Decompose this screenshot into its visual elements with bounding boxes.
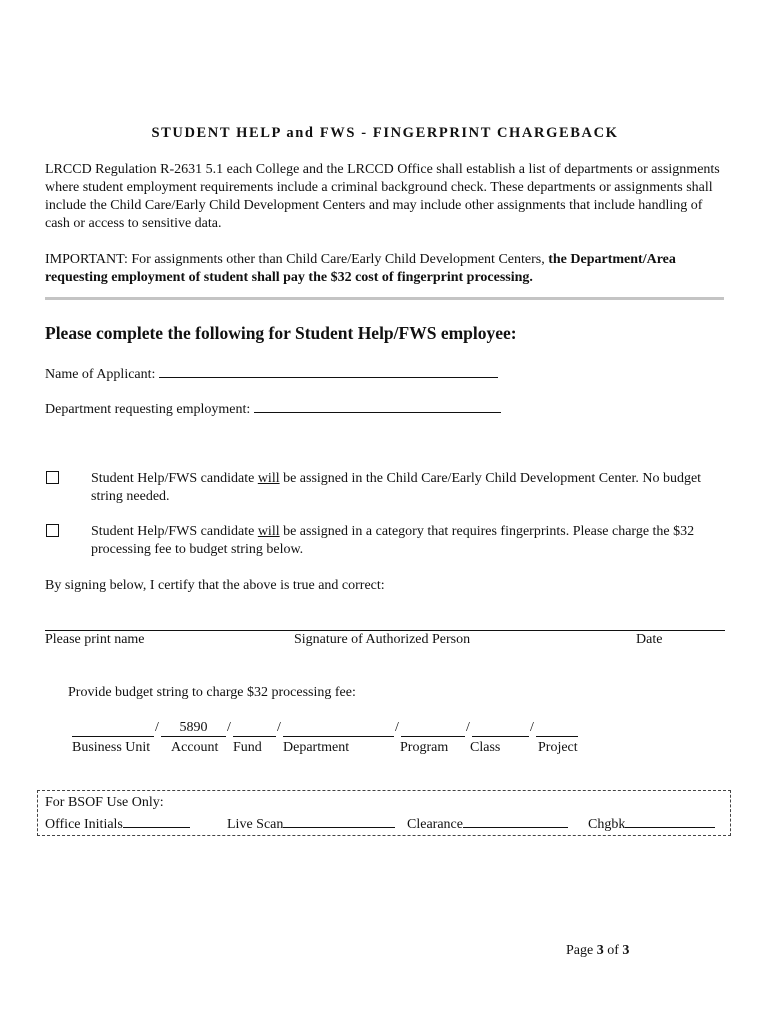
chgbk-row	[588, 813, 715, 833]
clearance-label: Clearance	[407, 817, 463, 832]
office-initials-row	[45, 813, 190, 833]
department-label: Department requesting employment:	[45, 402, 251, 417]
project-field[interactable]	[536, 720, 578, 737]
authorized-signature-label: Signature of Authorized Person	[294, 632, 471, 647]
certify-statement: By signing below, I certify that the above is true and correct:	[45, 578, 385, 593]
applicant-name-label: Name of Applicant:	[45, 367, 156, 382]
department-budget-field[interactable]	[283, 720, 394, 737]
program-field[interactable]	[401, 720, 465, 737]
live-scan-field[interactable]	[283, 813, 395, 828]
live-scan-label: Live Scan	[227, 817, 284, 832]
separator-slash: /	[227, 720, 231, 735]
fund-label: Fund	[233, 740, 262, 755]
clearance-row	[407, 813, 568, 833]
account-label: Account	[171, 740, 219, 755]
live-scan-row	[227, 813, 395, 833]
budget-prompt: Provide budget string to charge $32 processing fee:	[68, 685, 356, 700]
important-bold: the Department/Area requesting employment of student shall pay the $32 cost of fingerprint processing.	[45, 252, 676, 285]
business-unit-field[interactable]	[72, 720, 154, 737]
intro-paragraph: LRCCD Regulation R-2631 5.1 each College and the LRCCD Office shall establish a list of departments or assignments where student employment requirements include a criminal background check. These departments or assignments shall include the Child Care/Early Child Development Centers and may include other assignments that include handling of cash or access to sensitive data.	[45, 162, 720, 231]
class-field[interactable]	[472, 720, 529, 737]
date-label: Date	[636, 632, 663, 647]
important-lead: IMPORTANT: For assignments other than Child Care/Early Child Development Centers,	[45, 252, 549, 267]
separator-slash: /	[395, 720, 399, 735]
program-label: Program	[400, 740, 449, 755]
account-field[interactable]: 5890	[161, 720, 226, 737]
document-title: STUDENT HELP and FWS - FINGERPRINT CHARGEBACK	[151, 125, 619, 141]
department-row	[45, 398, 501, 418]
page-number: Page 3 of 3	[566, 943, 630, 958]
important-notice	[45, 251, 730, 287]
applicant-name-row	[45, 363, 498, 383]
office-initials-label: Office Initials	[45, 817, 123, 832]
option-childcare-text: Student Help/FWS candidate will be assigned in the Child Care/Early Child Development Center. No budget string needed.	[91, 471, 702, 504]
print-name-label: Please print name	[45, 632, 145, 647]
form-heading: Please complete the following for Student Help/FWS employee:	[45, 323, 517, 343]
signature-line[interactable]	[45, 630, 725, 631]
chgbk-label: Chgbk	[588, 817, 626, 832]
option-fingerprint-text: Student Help/FWS candidate will be assigned in a category that requires fingerprints. Please charge the $32 processing fee to budget string below.	[91, 524, 695, 557]
fund-field[interactable]	[233, 720, 276, 737]
separator-slash: /	[530, 720, 534, 735]
class-label: Class	[470, 740, 501, 755]
section-divider	[45, 297, 724, 300]
option-fingerprint-checkbox[interactable]	[46, 524, 59, 537]
applicant-name-field[interactable]	[159, 363, 498, 378]
project-label: Project	[538, 740, 578, 755]
bsof-header: For BSOF Use Only:	[45, 795, 164, 810]
department-budget-label: Department	[283, 740, 350, 755]
department-field[interactable]	[254, 398, 501, 413]
budget-string-row	[72, 720, 592, 738]
separator-slash: /	[277, 720, 281, 735]
business-unit-label: Business Unit	[72, 740, 151, 755]
clearance-field[interactable]	[463, 813, 568, 828]
separator-slash: /	[466, 720, 470, 735]
option-childcare-checkbox[interactable]	[46, 471, 59, 484]
office-initials-field[interactable]	[123, 813, 190, 828]
chgbk-field[interactable]	[625, 813, 715, 828]
separator-slash: /	[155, 720, 159, 735]
